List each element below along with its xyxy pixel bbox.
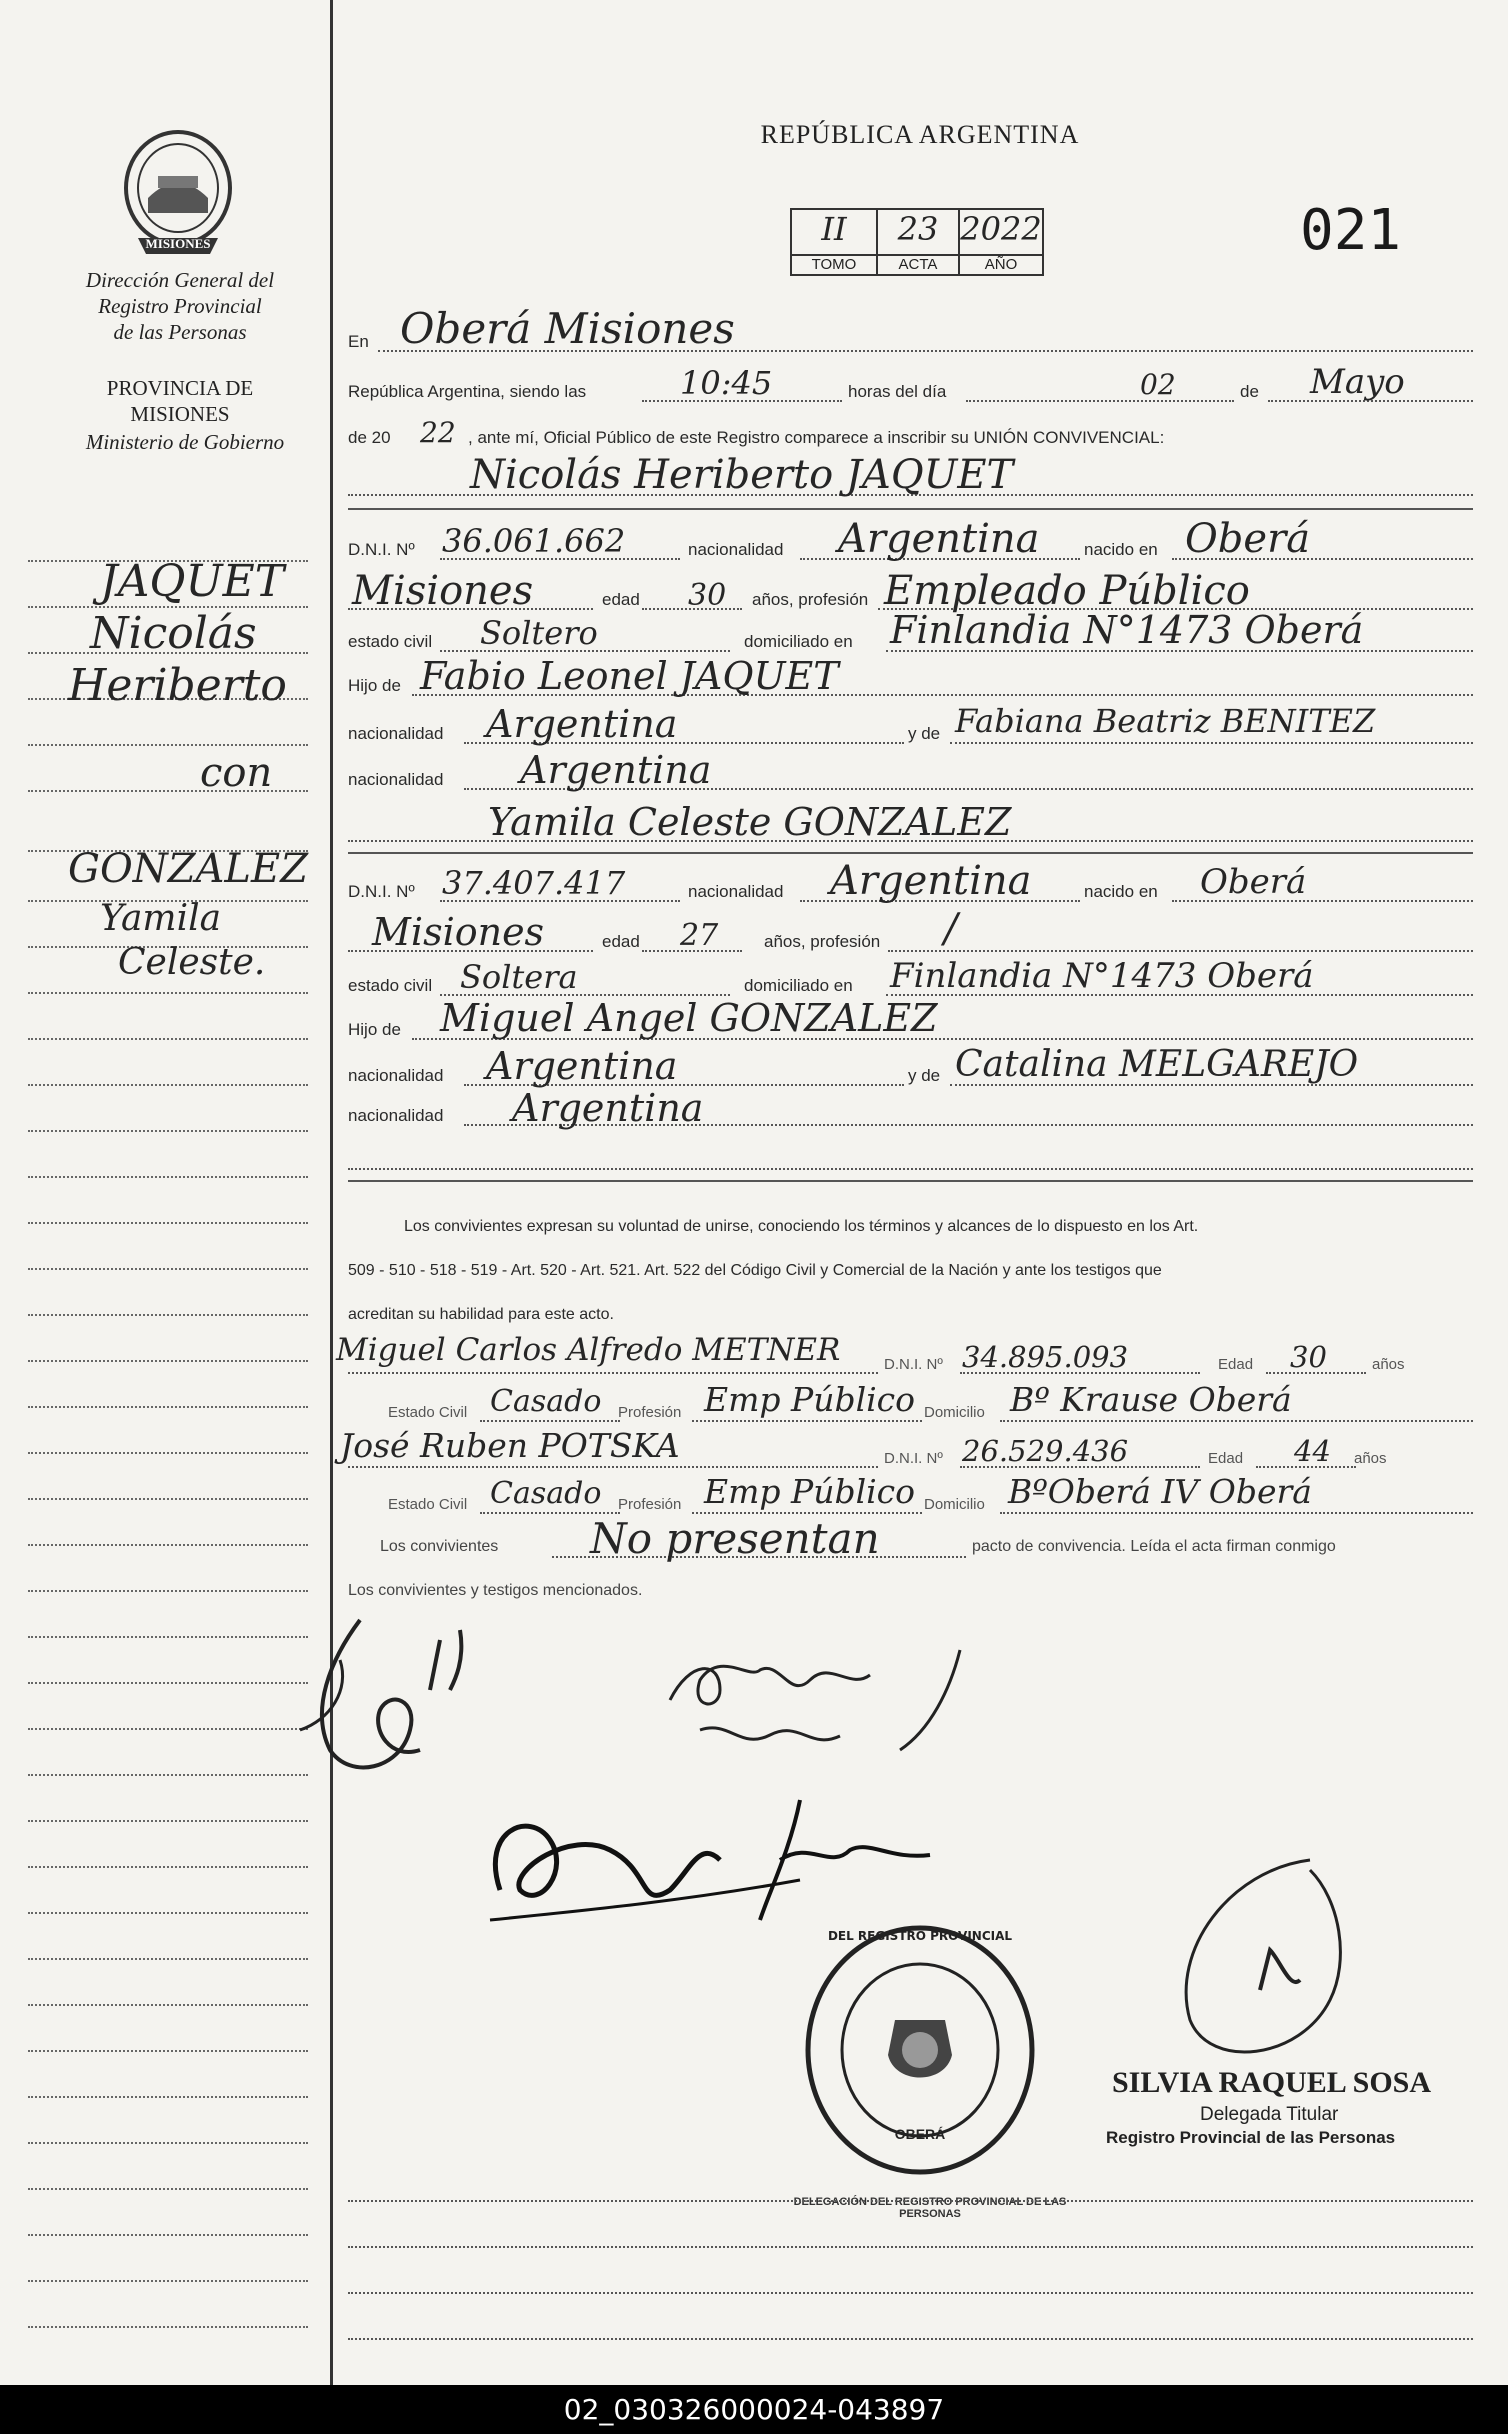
p2-nacido-label: nacido en — [1084, 882, 1158, 901]
p1-domicilio-label: domiciliado en — [744, 632, 853, 651]
p2-domicilio-value: Finlandia N°1473 Oberá — [890, 956, 1314, 996]
margin-note-name-4: Celeste. — [118, 942, 266, 983]
p2-nacido-value-2: Misiones — [372, 910, 545, 954]
horas-label: horas del día — [848, 382, 947, 401]
w2-estado-value: Casado — [490, 1476, 602, 1511]
p2-nacido-value: Oberá — [1200, 862, 1307, 902]
margin-note-surname-2: GONZALEZ — [68, 846, 308, 892]
p2-edad-value: 27 — [680, 918, 719, 953]
p2-dni-value: 37.407.417 — [442, 864, 626, 902]
w1-estado-label: Estado Civil — [388, 1404, 468, 1421]
margin-note-name-1: Nicolás — [90, 608, 257, 659]
stamp-city: OBERÁ — [894, 2126, 946, 2142]
official-title: Delegada Titular — [1200, 2104, 1339, 2125]
p1-estado-label: estado civil — [348, 632, 433, 651]
w1-profesion-value: Emp Público — [704, 1380, 916, 1419]
p1-madre-value: Fabiana Beatriz BENITEZ — [955, 702, 1376, 740]
closing-line-2: Los convivientes y testigos mencionados. — [348, 1582, 643, 1599]
p2-madre-nac-label: nacionalidad — [348, 1106, 444, 1125]
p1-nac-value: Argentina — [838, 516, 1040, 562]
w1-name: Miguel Carlos Alfredo METNER — [336, 1332, 841, 1368]
year-prefix: de 20 — [348, 428, 391, 447]
page-number: 021 — [1300, 198, 1402, 263]
w2-dni-value: 26.529.436 — [962, 1434, 1129, 1468]
p2-estado-label: estado civil — [348, 976, 433, 995]
p2-edad-label: edad — [602, 932, 640, 951]
p1-hijo-label: Hijo de — [348, 676, 401, 695]
p2-padre-value: Miguel Angel GONZALEZ — [440, 996, 938, 1040]
w2-name: José Ruben POTSKA — [340, 1426, 680, 1465]
republic-title: REPÚBLICA ARGENTINA — [760, 120, 1080, 149]
p2-padre-nac-label: nacionalidad — [348, 1066, 444, 1085]
anio-label: AÑO — [984, 256, 1018, 273]
p1-nacido-value: Oberá — [1185, 516, 1311, 562]
en-value: Oberá Misiones — [400, 304, 735, 353]
w2-domicilio-label: Domicilio — [924, 1496, 985, 1513]
provincia-line-1: PROVINCIA DE — [106, 376, 254, 400]
margin-note-name-2: Heriberto — [68, 660, 287, 711]
p2-domicilio-label: domiciliado en — [744, 976, 853, 995]
p1-profesion-label: años, profesión — [752, 590, 869, 609]
w1-domicilio-label: Domicilio — [924, 1404, 985, 1421]
en-label: En — [348, 332, 369, 351]
w2-edad-label: Edad — [1208, 1450, 1244, 1467]
w1-anos-label: años — [1372, 1356, 1405, 1373]
p1-nacido-value-2: Misiones — [352, 568, 534, 614]
anio-value: 2022 — [960, 210, 1042, 248]
margin-note-name-3: Yamila — [100, 898, 222, 939]
margin-divider — [330, 0, 333, 2385]
p1-profesion-value: Empleado Público — [884, 568, 1250, 614]
stamp-ring-text: DELEGACIÓN DEL REGISTRO PROVINCIAL DE LAS PERSONAS — [793, 2196, 1067, 2220]
seal-bottom-text: MISIONES — [145, 236, 211, 251]
w1-estado-value: Casado — [490, 1384, 602, 1419]
tomo-label: TOMO — [811, 256, 857, 273]
p1-dni-value: 36.061.662 — [442, 522, 626, 560]
official-name: SILVIA RAQUEL SOSA — [1112, 2066, 1432, 2099]
legal-line-1: Los convivientes expresan su voluntad de unirse, conociendo los términos y alcances de lo dispuesto en los Art. — [404, 1218, 1199, 1235]
pacto-value: No presentan — [590, 1514, 880, 1563]
direccion-line-2: Registro Provincial — [98, 294, 262, 318]
margin-note-surname: JAQUET — [100, 556, 285, 607]
p2-nac-value: Argentina — [830, 858, 1032, 904]
signature-4-icon — [1150, 1840, 1390, 2080]
w2-estado-label: Estado Civil — [388, 1496, 468, 1513]
w2-anos-label: años — [1354, 1450, 1387, 1467]
signature-3-icon — [470, 1770, 990, 1940]
sidebar — [0, 0, 330, 2385]
w2-profesion-label: Profesión — [618, 1496, 682, 1513]
acta-label: ACTA — [898, 256, 938, 273]
acta-value: 23 — [897, 210, 939, 248]
pacto-label: pacto de convivencia. Leída el acta firman conmigo — [972, 1538, 1336, 1555]
provincia-line-2: MISIONES — [130, 402, 230, 426]
p2-madre-value: Catalina MELGAREJO — [955, 1044, 1359, 1085]
siendo-label: República Argentina, siendo las — [348, 382, 587, 401]
w2-dni-label: D.N.I. Nº — [884, 1450, 943, 1467]
direccion-line-3: de las Personas — [113, 320, 247, 344]
p2-padre-nac-value: Argentina — [486, 1044, 678, 1088]
w2-profesion-value: Emp Público — [704, 1472, 916, 1511]
p1-nacido-label: nacido en — [1084, 540, 1158, 559]
hora-value: 10:45 — [680, 364, 773, 402]
w1-dni-label: D.N.I. Nº — [884, 1356, 943, 1373]
p1-dni-label: D.N.I. Nº — [348, 540, 415, 559]
w2-edad-value: 44 — [1294, 1434, 1331, 1468]
w1-edad-label: Edad — [1218, 1356, 1254, 1373]
official-office: Registro Provincial de las Personas — [1106, 2128, 1396, 2147]
mes-value: Mayo — [1310, 362, 1405, 402]
signature-2-icon — [660, 1640, 1000, 1770]
p2-y-de-label: y de — [908, 1066, 941, 1085]
p2-profesion-value: / — [944, 906, 958, 952]
w2-domicilio-value: BºOberá IV Oberá — [1008, 1472, 1312, 1511]
p2-estado-value: Soltera — [460, 958, 578, 996]
p1-nac-label: nacionalidad — [688, 540, 784, 559]
ministerio-label: Ministerio de Gobierno — [85, 430, 285, 454]
p1-edad-label: edad — [602, 590, 640, 609]
registry-number-box — [790, 208, 1044, 276]
p1-domicilio-value: Finlandia N°1473 Oberá — [890, 608, 1364, 652]
de-label: de — [1240, 382, 1259, 401]
w1-profesion-label: Profesión — [618, 1404, 682, 1421]
p1-padre-value: Fabio Leonel JAQUET — [420, 654, 839, 698]
convivientes-label: Los convivientes — [380, 1538, 499, 1555]
p1-edad-value: 30 — [688, 578, 727, 613]
svg-text:DEL REGISTRO PROVINCIAL: DEL REGISTRO PROVINCIAL — [827, 1929, 1013, 1943]
w1-domicilio-value: Bº Krause Oberá — [1010, 1380, 1292, 1419]
document-code-bar: 02_030326000024-043897 — [0, 2385, 1508, 2434]
party1-name: Nicolás Heriberto JAQUET — [470, 452, 1014, 498]
p1-madre-nac-label: nacionalidad — [348, 770, 444, 789]
p2-dni-label: D.N.I. Nº — [348, 882, 415, 901]
p1-estado-value: Soltero — [480, 614, 598, 652]
p2-profesion-label: años, profesión — [764, 932, 881, 951]
p2-hijo-label: Hijo de — [348, 1020, 401, 1039]
comparece-text: , ante mí, Oficial Público de este Registro comparece a inscribir su UNIÓN CONVIVENCIAL: — [468, 428, 1165, 447]
margin-note-con: con — [200, 750, 273, 796]
p1-y-de-label: y de — [908, 724, 941, 743]
w1-dni-value: 34.895.093 — [962, 1340, 1129, 1374]
p1-padre-nac-value: Argentina — [486, 702, 678, 746]
year-value: 22 — [420, 416, 456, 449]
p2-madre-nac-value: Argentina — [512, 1086, 704, 1130]
legal-line-3: acreditan su habilidad para este acto. — [348, 1306, 614, 1323]
dia-value: 02 — [1140, 368, 1176, 401]
p2-nac-label: nacionalidad — [688, 882, 784, 901]
w1-edad-value: 30 — [1290, 1340, 1327, 1374]
tomo-value: II — [821, 210, 847, 248]
party2-name: Yamila Celeste GONZALEZ — [488, 800, 1012, 844]
p1-madre-nac-value: Argentina — [520, 748, 712, 792]
direccion-line-1: Dirección General del — [85, 268, 275, 292]
legal-line-2: 509 - 510 - 518 - 519 - Art. 520 - Art. 521. Art. 522 del Código Civil y Comercial de la Nación y ante los testigos que — [348, 1262, 1162, 1279]
p1-padre-nac-label: nacionalidad — [348, 724, 444, 743]
